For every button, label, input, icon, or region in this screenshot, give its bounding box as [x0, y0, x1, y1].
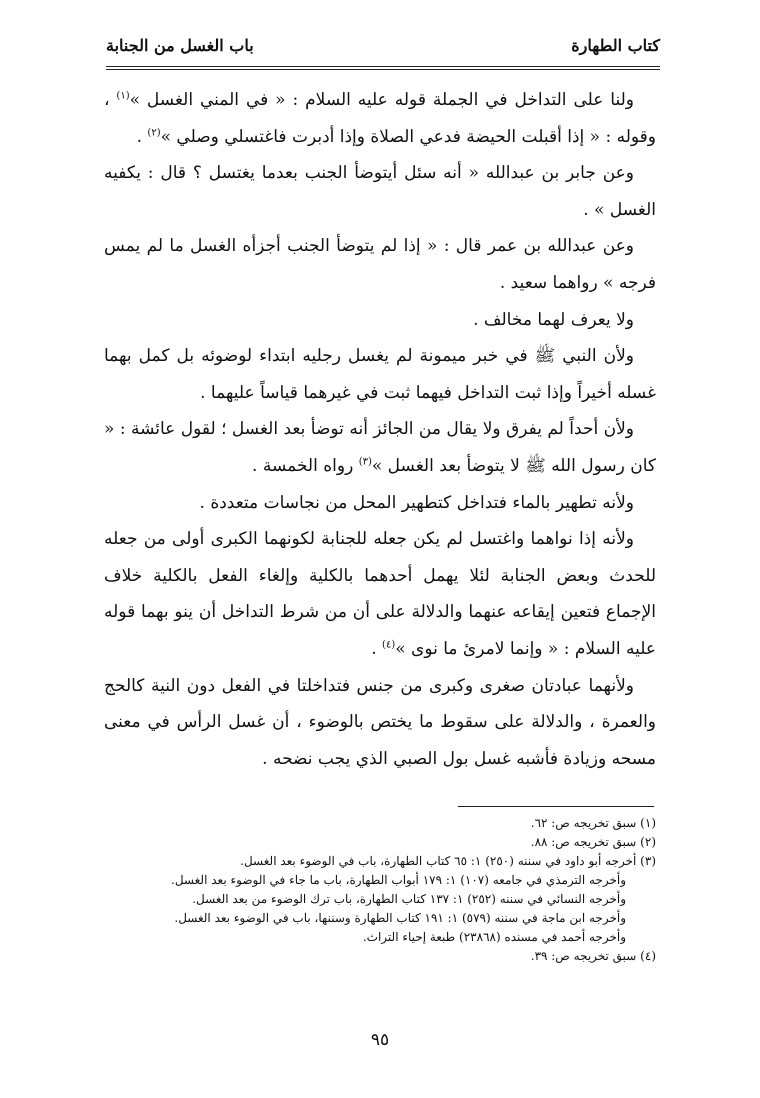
footnote-continuation: وأخرجه ابن ماجة في سننه (٥٧٩) ١: ١٩١ كتاب الطهارة وسننها، باب في الوضوء بعد الغسل.	[174, 911, 626, 925]
paragraph: ولأن أحداً لم يفرق ولا يقال من الجائز أنه توضأ بعد الغسل ؛ لقول عائشة : « كان رسول الله ﷺ لا يتوضأ بعد الغسل »$^{(٣)}$ رواه الخمسة .	[104, 419, 656, 476]
book-title: كتاب الطهارة	[571, 36, 660, 55]
footnote: (١) سبق تخريجه ص: ٦٢.	[530, 816, 656, 830]
paragraph: وعن عبدالله بن عمر قال : « إذا لم يتوضأ الجنب أجزأه الغسل ما لم يمس فرجه » رواهما سعيد .	[104, 236, 656, 293]
paragraph: ولأنه إذا نواهما واغتسل لم يكن جعله للجنابة لكونهما الكبرى أولى من جعله للحدث وبعض الجنابة لئلا يهمل أحدهما بالكلية وإلغاء الفعل بالكلية خلاف الإجماع فتعين إيقاعه عنهما والدلالة على أن من شرط التداخل أن ينو بهما قوله عليه السلام : « وإنما لامرئ ما نوى »$^{(٤)}$ .	[104, 529, 656, 659]
footnote-continuation: وأخرجه أحمد في مسنده (٢٣٨٦٨) طبعة إحياء التراث.	[362, 930, 626, 944]
footnote: (٣) أخرجه أبو داود في سننه (٢٥٠) ١: ٦٥ كتاب الطهارة، باب في الوضوء بعد الغسل.	[240, 854, 656, 868]
footnote-continuation: وأخرجه النسائي في سننه (٢٥٢) ١: ١٣٧ كتاب الطهارة، باب ترك الوضوء من بعد الغسل.	[192, 892, 626, 906]
paragraph: ولنا على التداخل في الجملة قوله عليه السلام : « في المني الغسل »$^{(١)}$ ، وقوله : « إذا أقبلت الحيضة فدعي الصلاة وإذا أدبرت فاغتسلي وصلي »$^{(٢)}$ .	[104, 90, 656, 147]
main-text	[104, 82, 656, 777]
footnote: (٢) سبق تخريجه ص: ٨٨.	[530, 835, 656, 849]
paragraph: ولأن النبي ﷺ في خبر ميمونة لم يغسل رجليه ابتداء لوضوئه بل كمل بهما غسله أخيراً وإذا ثبت التداخل فيهما ثبت في غيرهما قياساً عليهما .	[104, 346, 656, 403]
footnotes	[104, 814, 656, 966]
footnote-ref[interactable]: (٤)	[382, 639, 396, 651]
header-rule	[106, 66, 660, 67]
chapter-title: باب الغسل من الجنابة	[106, 36, 254, 55]
footnote-ref[interactable]: (٢)	[147, 126, 161, 138]
footnote: (٤) سبق تخريجه ص: ٣٩.	[530, 949, 656, 963]
paragraph: وعن جابر بن عبدالله « أنه سئل أيتوضأ الجنب بعدما يغتسل ؟ قال : يكفيه الغسل » .	[104, 163, 656, 220]
header-rule-second	[106, 69, 660, 70]
running-header	[106, 30, 660, 66]
footnote-separator	[458, 806, 654, 807]
page-number: ٩٥	[370, 1030, 390, 1050]
paragraph: ولا يعرف لهما مخالف .	[473, 309, 634, 330]
paragraph: ولأنهما عبادتان صغرى وكبرى من جنس فتداخلتا في الفعل دون النية كالحج والعمرة ، والدلالة على سقوط ما يختص بالوضوء ، أن غسل الرأس في معنى مسحه وزيادة فأشبه غسل بول الصبي الذي يجب نضحه .	[104, 675, 656, 769]
footnote-ref[interactable]: (١)	[116, 90, 130, 102]
footnote-continuation: وأخرجه الترمذي في جامعه (١٠٧) ١: ١٧٩ أبواب الطهارة، باب ما جاء في الوضوء بعد الغسل.	[171, 873, 626, 887]
paragraph: ولأنه تطهير بالماء فتداخل كتطهير المحل من نجاسات متعددة .	[199, 492, 634, 513]
footnote-ref[interactable]: (٣)	[358, 456, 372, 468]
